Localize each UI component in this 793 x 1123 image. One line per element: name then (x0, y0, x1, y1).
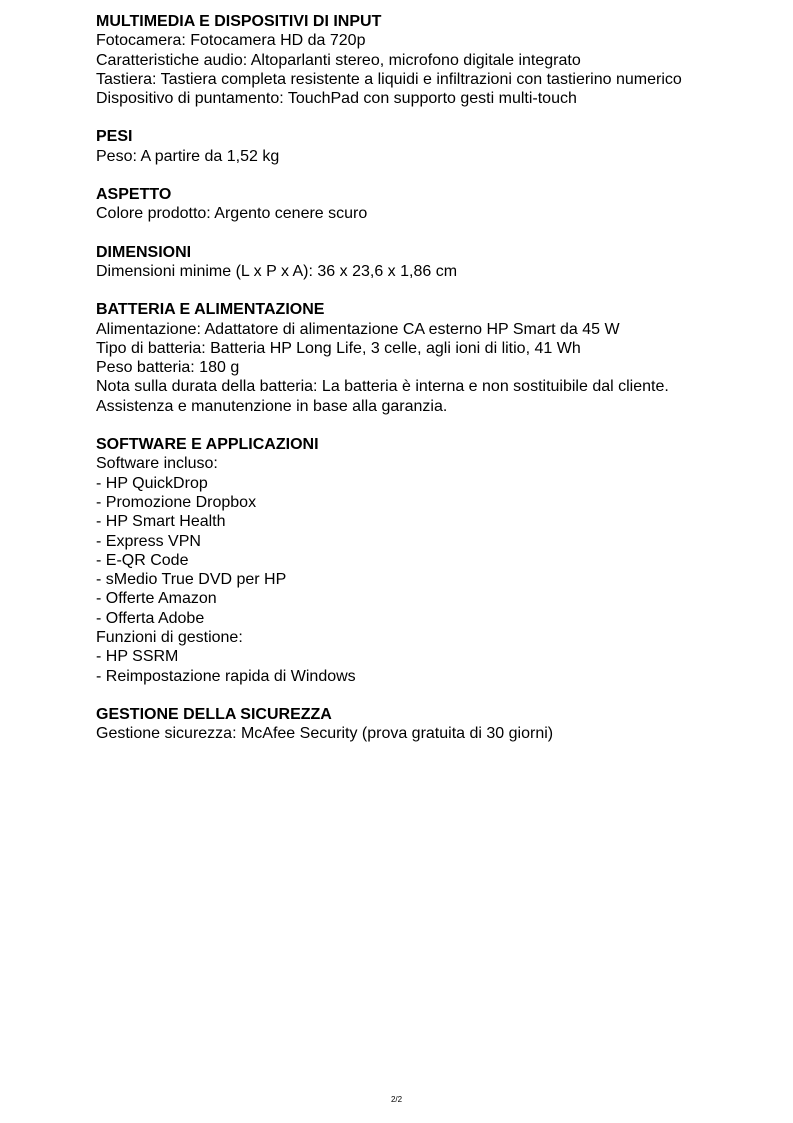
spec-line: Dimensioni minime (L x P x A): 36 x 23,6 x 1,86 cm (96, 262, 458, 280)
spec-line: - E-QR Code (96, 551, 189, 569)
page-number: 2/2 (390, 1095, 403, 1104)
spec-line: - HP Smart Health (96, 513, 226, 531)
spec-line: Software incluso: (96, 455, 218, 473)
spec-line: Peso: A partire da 1,52 kg (96, 147, 280, 165)
section-title: DIMENSIONI (96, 243, 192, 261)
spec-line: - sMedio True DVD per HP (96, 571, 287, 589)
spec-line: Peso batteria: 180 g (96, 359, 240, 377)
spec-line: - HP QuickDrop (96, 474, 208, 492)
section-title: BATTERIA E ALIMENTAZIONE (96, 301, 325, 319)
spec-line: Colore prodotto: Argento cenere scuro (96, 205, 368, 223)
spec-line: Caratteristiche audio: Altoparlanti stereo, microfono digitale integrato (96, 51, 581, 69)
spec-line: Dispositivo di puntamento: TouchPad con supporto gesti multi-touch (96, 90, 577, 108)
spec-line: - HP SSRM (96, 648, 179, 666)
spec-line: Fotocamera: Fotocamera HD da 720p (96, 32, 366, 50)
section-title: MULTIMEDIA E DISPOSITIVI DI INPUT (96, 13, 382, 30)
spec-document (96, 12, 756, 763)
spec-section (96, 12, 756, 108)
spec-line: Tastiera: Tastiera completa resistente a liquidi e infiltrazioni con tastierino numerico (96, 70, 682, 88)
spec-line: Tipo di batteria: Batteria HP Long Life, 3 celle, agli ioni di litio, 41 Wh (96, 339, 581, 357)
spec-line: Assistenza e manutenzione in base alla garanzia. (96, 397, 448, 415)
spec-section (96, 435, 756, 686)
spec-line: Funzioni di gestione: (96, 629, 243, 647)
spec-line: - Offerta Adobe (96, 609, 205, 627)
spec-line: Nota sulla durata della batteria: La batteria è interna e non sostituibile dal cliente. (96, 378, 669, 396)
spec-section (96, 705, 756, 744)
spec-line: - Express VPN (96, 532, 201, 550)
spec-section (96, 243, 756, 282)
section-title: GESTIONE DELLA SICUREZZA (96, 705, 332, 723)
spec-section (96, 185, 756, 224)
spec-line: - Offerte Amazon (96, 590, 217, 608)
spec-line: Alimentazione: Adattatore di alimentazione CA esterno HP Smart da 45 W (96, 320, 620, 338)
spec-section (96, 300, 756, 416)
spec-line: - Reimpostazione rapida di Windows (96, 667, 356, 685)
spec-line: Gestione sicurezza: McAfee Security (prova gratuita di 30 giorni) (96, 725, 554, 743)
spec-section (96, 127, 756, 166)
section-title: SOFTWARE E APPLICAZIONI (96, 436, 319, 454)
spec-line: - Promozione Dropbox (96, 493, 257, 511)
section-title: ASPETTO (96, 186, 172, 204)
section-title: PESI (96, 128, 133, 146)
